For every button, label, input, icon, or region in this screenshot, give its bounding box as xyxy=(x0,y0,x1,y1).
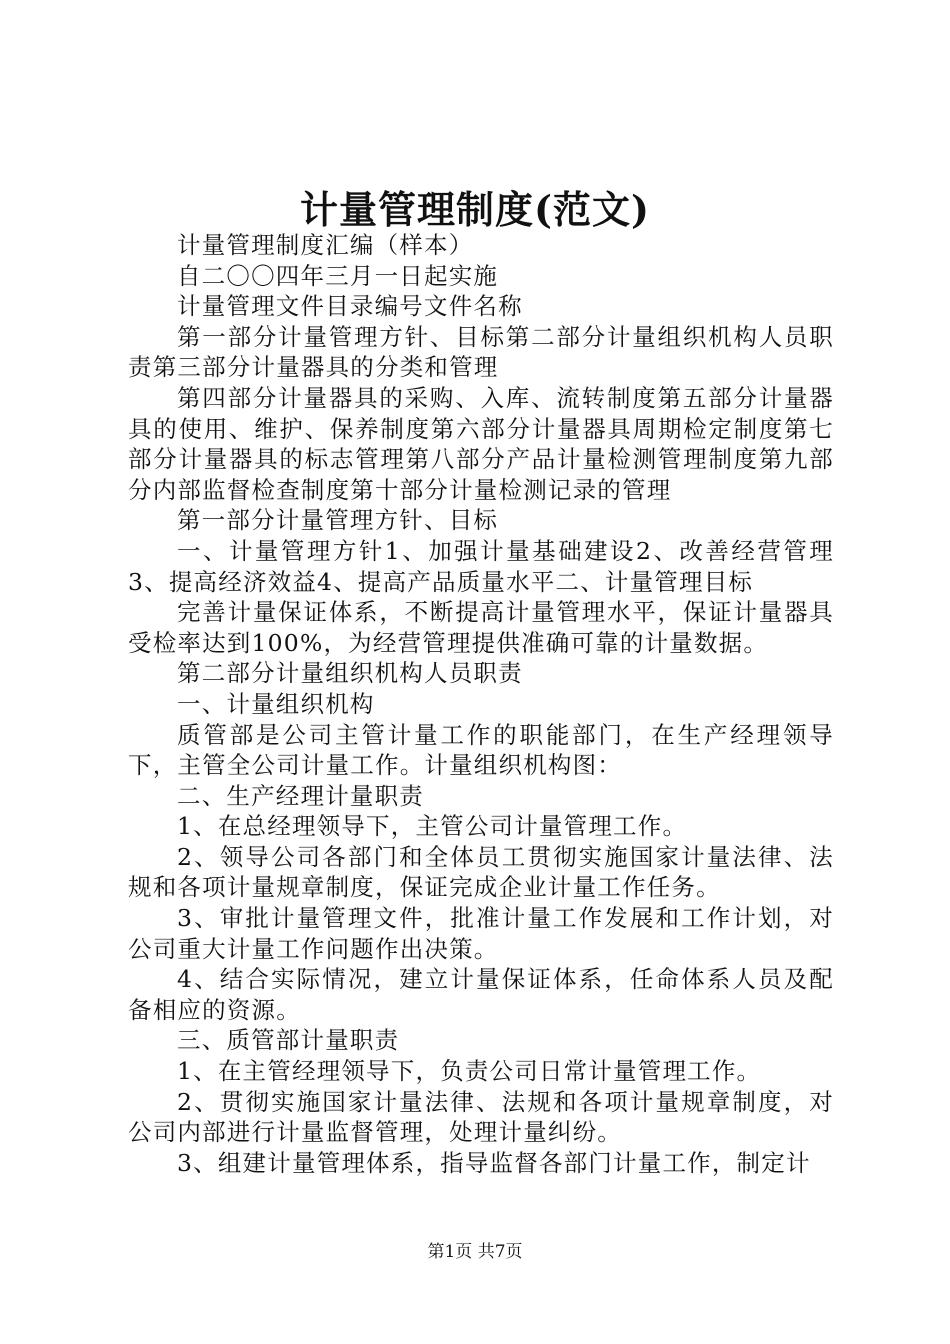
document-body xyxy=(128,230,834,1178)
paragraph: 1、在总经理领导下，主管公司计量管理工作。 xyxy=(177,812,688,841)
paragraph: 一、计量管理方针1、加强计量基础建设2、改善经营管理3、提高经济效益4、提高产品质量水平二、计量管理目标 xyxy=(128,536,834,596)
paragraph: 一、计量组织机构 xyxy=(177,689,375,718)
paragraph: 计量管理制度汇编（样本） xyxy=(177,231,474,259)
paragraph: 质管部是公司主管计量工作的职能部门，在生产经理领导下，主管全公司计量工作。计量组织机构图： xyxy=(128,720,834,780)
paragraph: 3、审批计量管理文件，批准计量工作发展和工作计划，对公司重大计量工作问题作出决策。 xyxy=(128,904,834,963)
paragraph: 2、领导公司各部门和全体员工贯彻实施国家计量法律、法规和各项计量规章制度，保证完成企业计量工作任务。 xyxy=(128,842,834,902)
paragraph: 4、结合实际情况，建立计量保证体系，任命体系人员及配备相应的资源。 xyxy=(128,965,834,1024)
paragraph: 第一部分计量管理方针、目标第二部分计量组织机构人员职责第三部分计量器具的分类和管理 xyxy=(128,322,834,382)
page-footer: 第1页 共7页 xyxy=(427,1242,523,1262)
paragraph: 三、质管部计量职责 xyxy=(177,1026,400,1055)
paragraph: 第二部分计量组织机构人员职责 xyxy=(177,659,523,688)
paragraph: 二、生产经理计量职责 xyxy=(177,781,424,810)
paragraph: 1、在主管经理领导下，负责公司日常计量管理工作。 xyxy=(177,1057,762,1086)
paragraph: 第四部分计量器具的采购、入库、流转制度第五部分计量器具的使用、维护、保养制度第六部分计量器具周期检定制度第七部分计量器具的标志管理第八部分产品计量检测管理制度第九部分内部监督检查制度第十部分计量检测记录的管理 xyxy=(128,383,834,504)
paragraph: 计量管理文件目录编号文件名称 xyxy=(177,292,523,321)
paragraph: 3、组建计量管理体系，指导监督各部门计量工作，制定计 xyxy=(177,1148,811,1177)
paragraph: 2、贯彻实施国家计量法律、法规和各项计量规章制度，对公司内部进行计量监督管理，处理计量纠纷。 xyxy=(128,1087,834,1147)
paragraph: 自二〇〇四年三月一日起实施 xyxy=(177,261,499,290)
document-title: 计量管理制度(范文) xyxy=(300,187,650,232)
paragraph: 完善计量保证体系，不断提高计量管理水平，保证计量器具受检率达到100%，为经营管理提供准确可靠的计量数据。 xyxy=(128,598,834,657)
paragraph: 第一部分计量管理方针、目标 xyxy=(177,506,499,535)
